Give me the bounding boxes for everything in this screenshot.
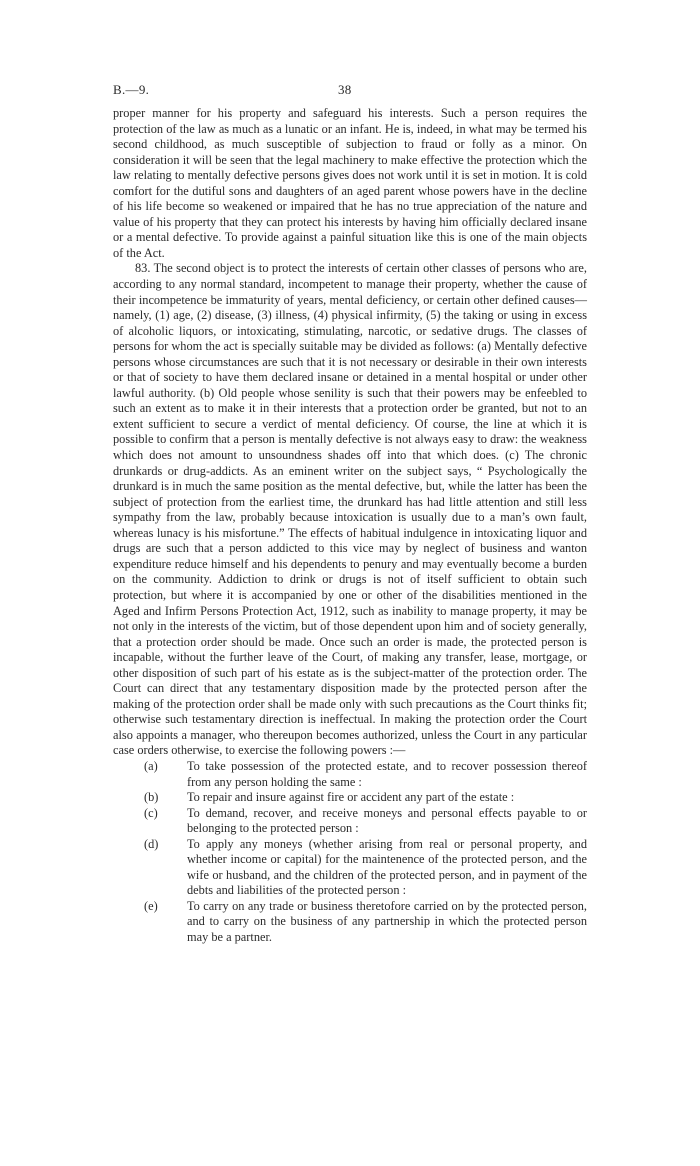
list-item-marker: (e) (144, 898, 158, 913)
paragraph-continuation: proper manner for his property and safeguard his interests. Such a person requires the protection of the law as much as a lunatic or an infant. He is, indeed, in what may be termed his second childhood, as much susceptible of subjection to fraud or folly as a minor. On consideration it will be seen that the legal machinery to make effective the protection which the law relating to mentally defective persons gives does not work until it is set in motion. It is cold comfort for the dutiful sons and daughters of an aged parent whose powers have in the decline of his life become so weakened or impaired that he has no true appreciation of the nature and value of his property that they can protect his interests by having him officially declared insane or a mental defective. To provide against a painful situation like this is one of the main objects of the Act. (113, 106, 587, 260)
manager-powers-list (113, 759, 587, 946)
body-text (113, 106, 587, 946)
paragraph-83: 83. The second object is to protect the interests of certain other classes of persons who are, according to any normal standard, incompetent to manage their property, whether the cause of their incompetence be immaturity of years, mental deficiency, or certain other defined causes—namely, (1) age, (2) disease, (3) illness, (4) physical infirmity, (5) the taking or using in excess of alcoholic liquors, or intoxicating, stimulating, narcotic, or sedative drugs. The classes of persons for whom the act is specially suitable may be divided as follows: (a) Mentally defective persons whose circumstances are such that it is not necessary or desirable in their own interests or that of society to have them declared insane or detained in a mental hospital or under other lawful authority. (b) Old people whose senility is such that their powers may be enfeebled to such an extent as to make it in their interests that a protection order be granted, but not to an extent sufficient to secure a verdict of mental deficiency. Of course, the line at which it is possible to confirm that a person is mentally defective is not always easy to draw: the weakness which does not amount to unsoundness shades off into that which does. (c) The chronic drunkards or drug-addicts. As an eminent writer on the subject says, “ Psychologically the drunkard is in much the same position as the mental defective, but, while the latter has been the subject of protection from the earliest time, the drunkard has had little attention and still less sympathy from the law, probably because intoxication is usually due to a man’s own fault, whereas lunacy is his misfortune.” The effects of habitual indulgence in intoxicating liquor and drugs are such that a person addicted to this vice may by neglect of business and wanton expenditure reduce himself and his dependents to penury and may eventually become a burden on the community. Addiction to drink or drugs is not of itself sufficient to obtain such protection, but where it is accompanied by one or other of the disabilities mentioned in the Aged and Infirm Persons Protection Act, 1912, such as inability to manage property, it may be not only in the interests of the victim, but of those dependent upon him and of society generally, that a protection order should be made. Once such an order is made, the protected person is incapable, without the further leave of the Court, of making any transfer, lease, mortgage, or other disposition of such part of his estate as is the subject-matter of the protection order. The Court can direct that any testamentary disposition made by the protected person after the making of the protection order shall be made only with such precautions as the Court thinks fit; otherwise such testamentary direction is ineffectual. In making the protection order the Court also appoints a manager, who thereupon becomes authorized, unless the Court in any particular case orders otherwise, to exercise the following powers :— (113, 261, 587, 758)
list-item (113, 790, 587, 806)
list-item-text: To apply any moneys (whether arising from real or personal property, and whether income or capital) for the maintenence of the protected person, and the wife or husband, and the children of the protected person, and in payment of the debts and liabilities of the protected person : (187, 836, 587, 898)
list-item-text: To demand, recover, and receive moneys and personal effects payable to or belonging to the protected person : (187, 805, 587, 836)
document-reference: B.—9. (113, 82, 150, 97)
list-item (113, 899, 587, 946)
list-item-text: To repair and insure against fire or accident any part of the estate : (187, 790, 515, 805)
list-item-marker: (b) (144, 790, 159, 805)
list-item (113, 837, 587, 899)
list-item (113, 759, 587, 790)
list-item-marker: (a) (144, 758, 158, 773)
list-item-text: To take possession of the protected estate, and to recover possession thereof from any person holding the same : (187, 758, 587, 789)
list-item-marker: (d) (144, 836, 159, 851)
list-item (113, 806, 587, 837)
list-item-marker: (c) (144, 805, 158, 820)
list-item-text: To carry on any trade or business theretofore carried on by the protected person, and to carry on the business of any partnership in which the protected person may be a partner. (187, 898, 587, 944)
page-number: 38 (338, 82, 352, 97)
